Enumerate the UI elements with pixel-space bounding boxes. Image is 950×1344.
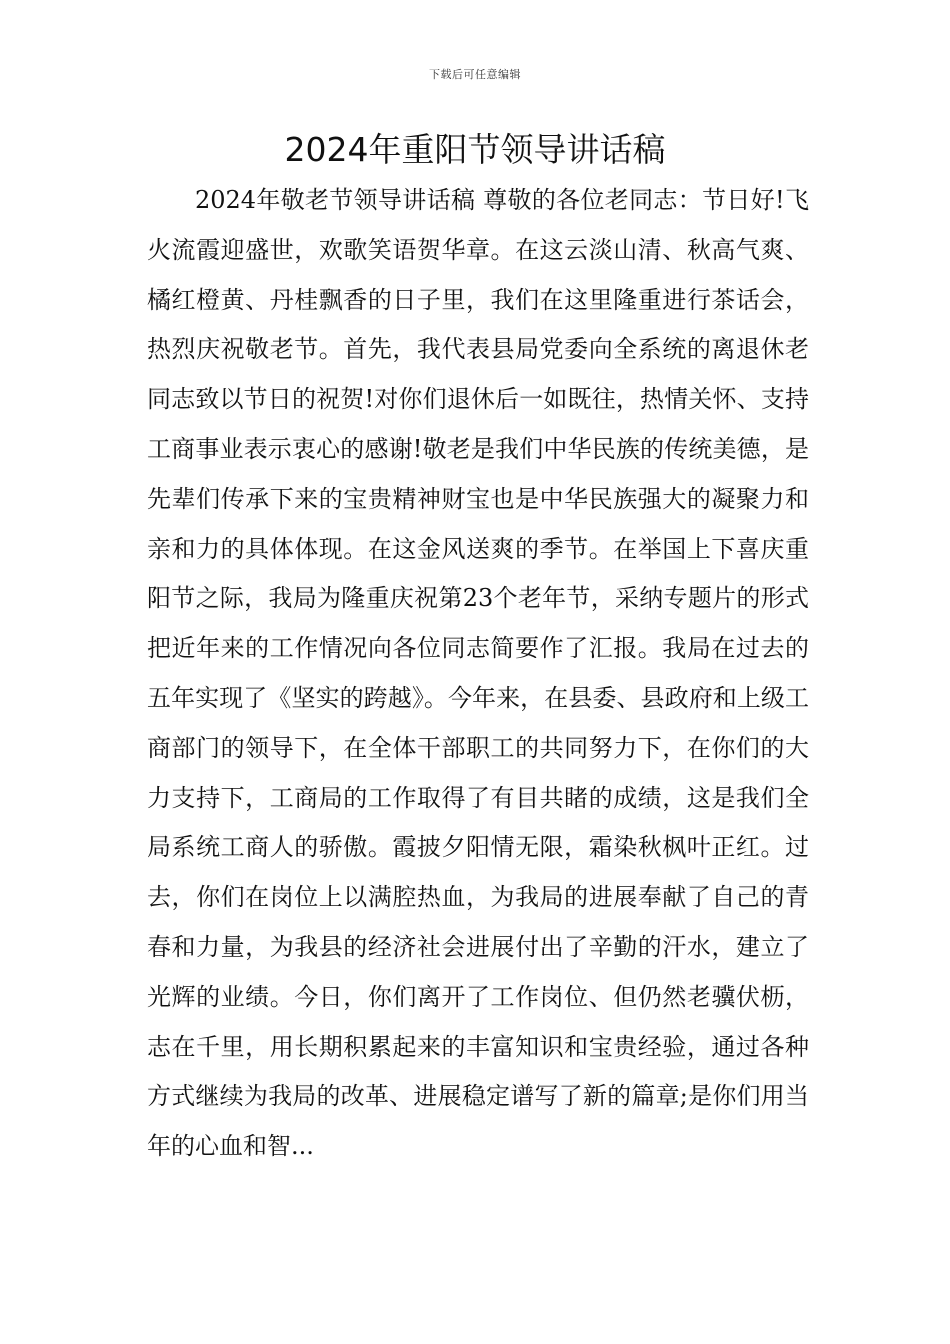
header-note: 下载后可任意编辑 xyxy=(429,68,521,81)
document-body-paragraph: 2024年敬老节领导讲话稿 尊敬的各位老同志：节日好!飞火流霞迎盛世，欢歌笑语贺华章。在这云淡山清、秋高气爽、橘红橙黄、丹桂飘香的日子里，我们在这里隆重进行茶话会，热烈庆祝敬老节。首先，我代表县局党委向全系统的离退休老同志致以节日的祝贺!对你们退休后一如既往，热情关怀、支持工商事业表示衷心的感谢!敬老是我们中华民族的传统美德，是先辈们传承下来的宝贵精神财宝也是中华民族强大的凝聚力和亲和力的具体体现。在这金风送爽的季节。在举国上下喜庆重阳节之际，我局为隆重庆祝第23个老年节，采纳专题片的形式把近年来的工作情况向各位同志简要作了汇报。我局在过去的五年实现了《坚实的跨越》。今年来，在县委、县政府和上级工商部门的领导下，在全体干部职工的共同努力下，在你们的大力支持下，工商局的工作取得了有目共睹的成绩，这是我们全局系统工商人的骄傲。霞披夕阳情无限，霜染秋枫叶正红。过去，你们在岗位上以满腔热血，为我局的进展奉献了自己的青春和力量，为我县的经济社会进展付出了辛勤的汗水，建立了光辉的业绩。今日，你们离开了工作岗位、但仍然老骥伏枥，志在千里，用长期积累起来的丰富知识和宝贵经验，通过各种方式继续为我局的改革、进展稳定谱写了新的篇章;是你们用当年的心血和智... xyxy=(147,186,809,1161)
document-title: 2024年重阳节领导讲话稿 xyxy=(284,130,666,169)
